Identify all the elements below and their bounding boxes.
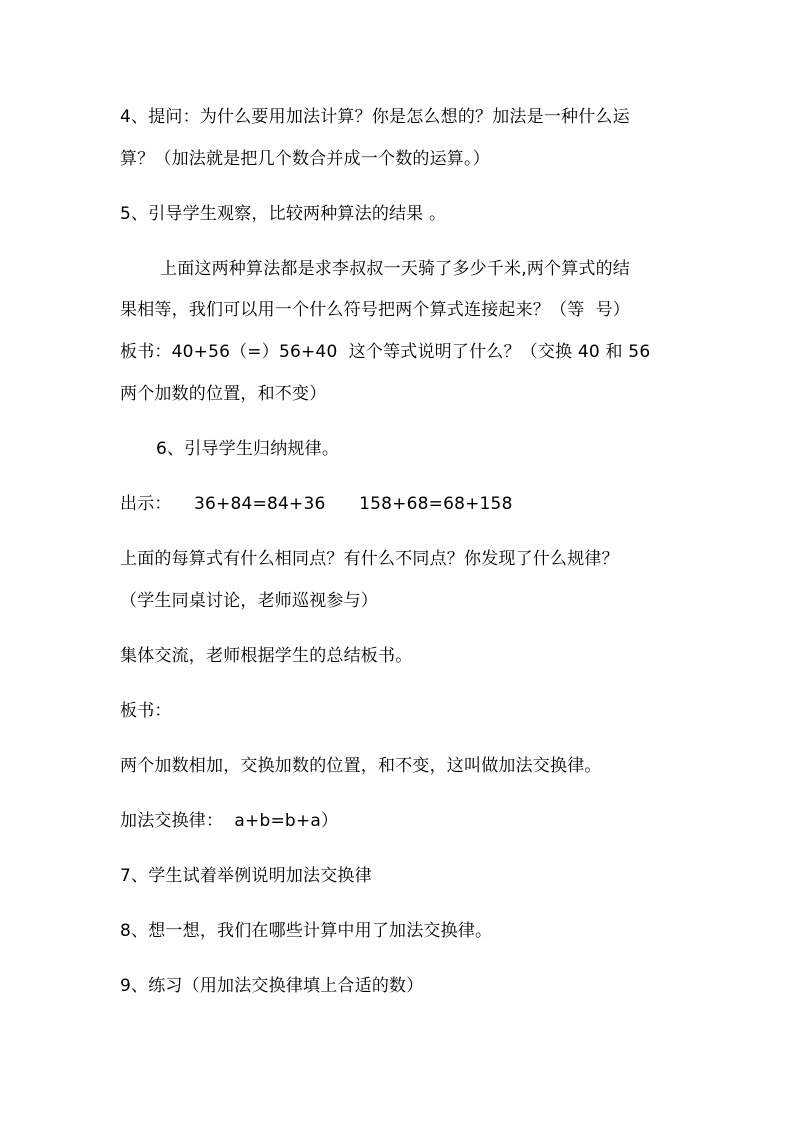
paragraph-5: 5、引导学生观察，比较两种算法的结果 。 <box>120 204 447 224</box>
commutative-law-statement: 两个加数相加，交换加数的位置，和不变，这叫做加法交换律。 <box>120 756 602 776</box>
paragraph-explanation-line-1: 上面这两种算法都是求李叔叔一天骑了多少千米,两个算式的结 <box>160 259 631 279</box>
paragraph-explanation-line-2: 果相等，我们可以用一个什么符号把两个算式连接起来？（等 号） <box>120 300 631 320</box>
paragraph-9: 9、练习（用加法交换律填上合适的数） <box>120 976 424 996</box>
paragraph-explanation-line-3: 板书：40+56（=）56+40 这个等式说明了什么？（交换 40 和 56 <box>120 342 651 362</box>
paragraph-4-line-2: 算？（加法就是把几个数合并成一个数的运算。） <box>120 149 490 169</box>
commutative-law-formula: 加法交换律： a+b=b+a） <box>120 811 339 831</box>
blackboard-label: 板书： <box>120 701 172 721</box>
paragraph-6: 6、引导学生归纳规律。 <box>156 439 340 459</box>
example-equations: 出示： 36+84=84+36 158+68=68+158 <box>120 494 513 514</box>
question-line-1: 上面的每算式有什么相同点？有什么不同点？你发现了什么规律？ <box>120 549 619 569</box>
paragraph-7: 7、学生试着举例说明加法交换律 <box>120 866 372 886</box>
collective-exchange: 集体交流，老师根据学生的总结板书。 <box>120 646 413 666</box>
paragraph-explanation-line-4: 两个加数的位置，和不变） <box>120 384 327 404</box>
paragraph-4-line-1: 4、提问：为什么要用加法计算？你是怎么想的？加法是一种什么运 <box>120 107 630 127</box>
question-line-2: （学生同桌讨论，老师巡视参与） <box>120 591 378 611</box>
paragraph-8: 8、想一想，我们在哪些计算中用了加法交换律。 <box>120 921 493 941</box>
